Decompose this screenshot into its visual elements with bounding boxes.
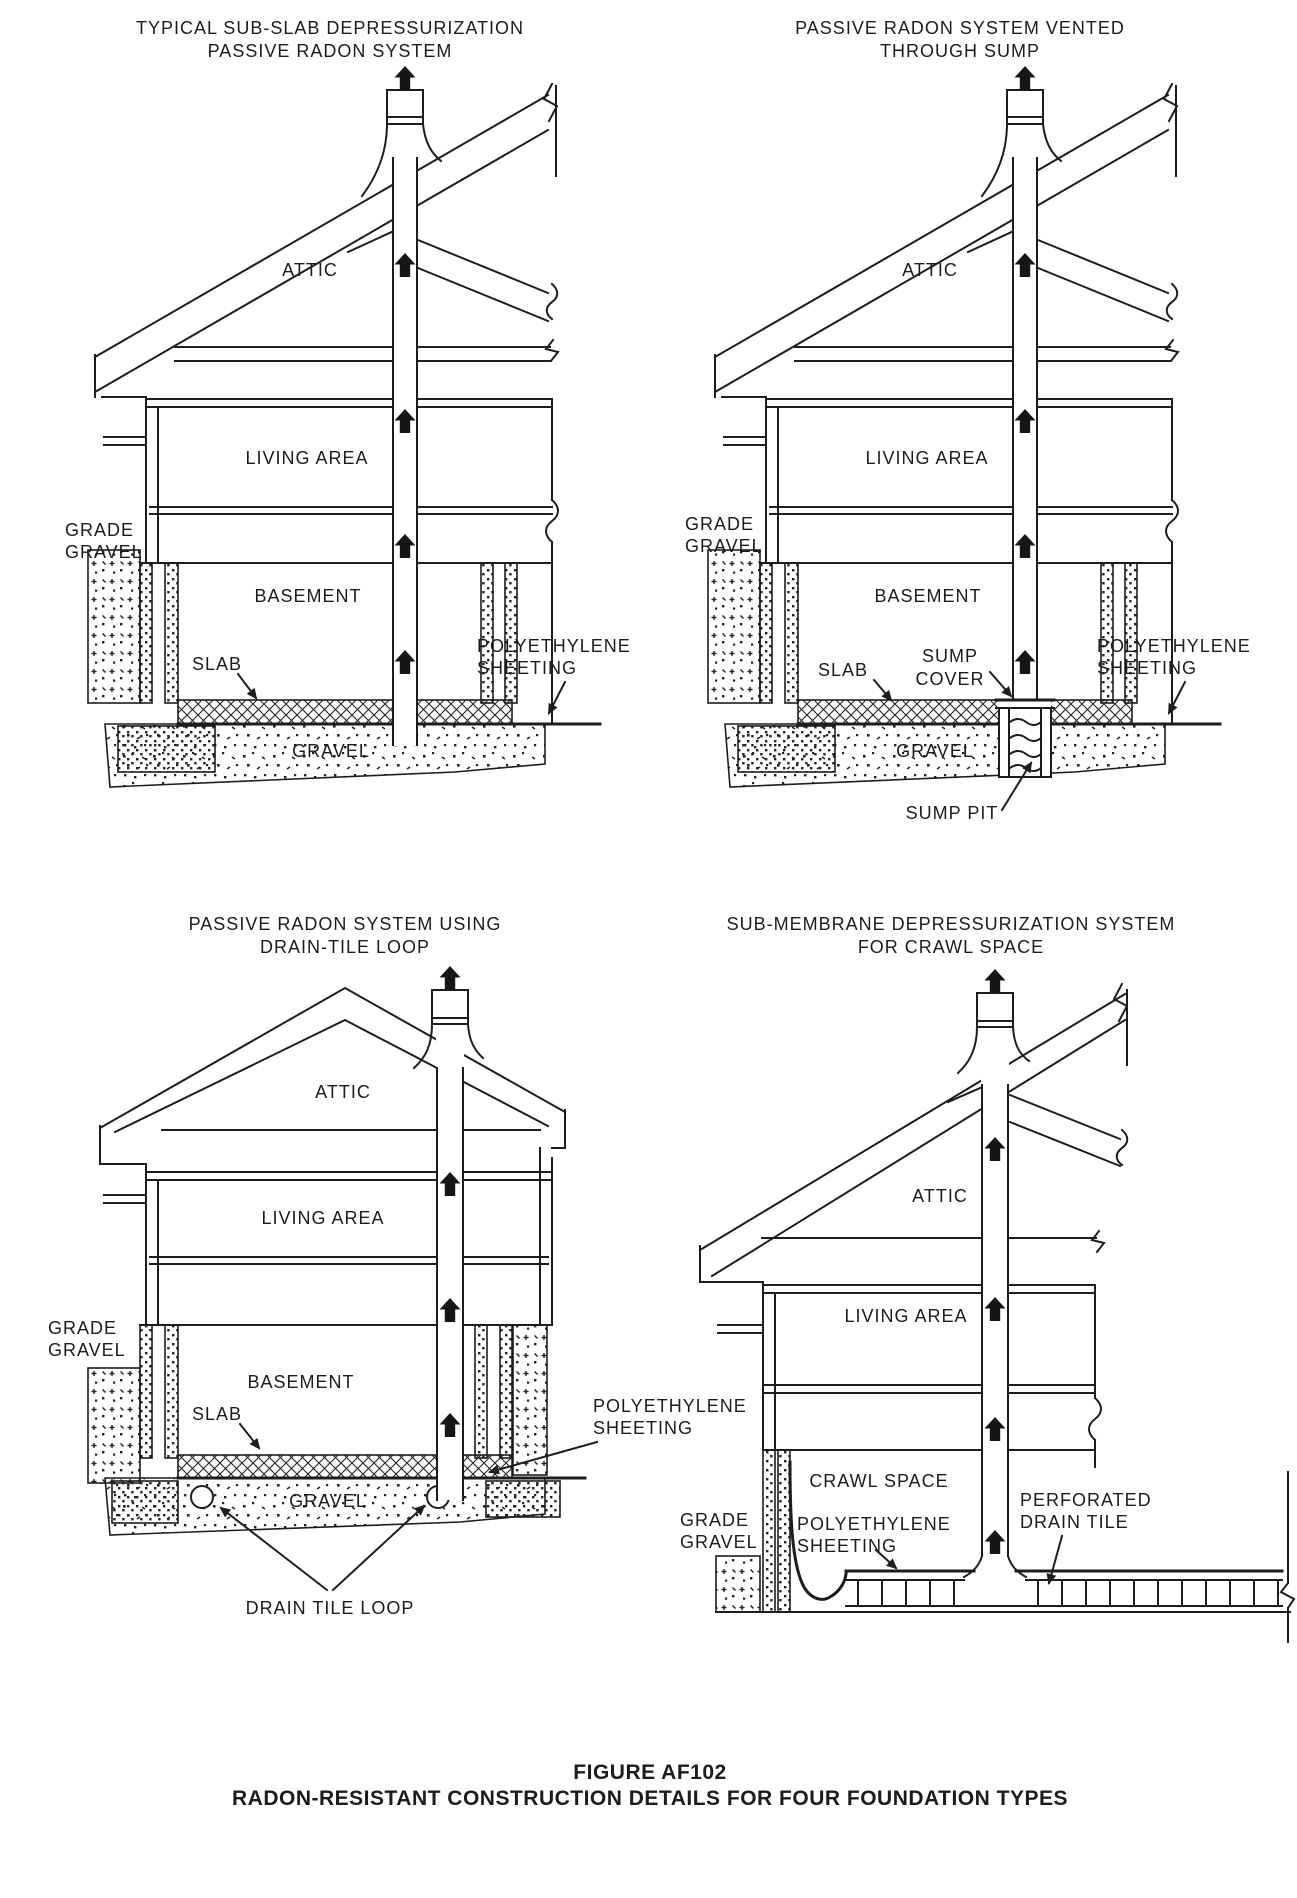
polyethylene-label: POLYETHYLENE — [797, 1514, 951, 1534]
caption-line: FIGURE AF102 — [573, 1761, 727, 1784]
sump-pit — [996, 700, 1054, 777]
polyethylene-label: SHEETING — [1097, 658, 1198, 678]
backfill-gravel — [716, 1556, 760, 1612]
living-floor — [763, 1385, 1095, 1393]
attic-label: ATTIC — [912, 1186, 968, 1206]
sump-cover-label: COVER — [915, 669, 985, 689]
far-roof-slope — [948, 1082, 1127, 1166]
living-ceiling — [763, 1285, 1095, 1293]
polyethylene-label: POLYETHYLENE — [1097, 636, 1251, 656]
drain-tile-loop-label: DRAIN TILE LOOP — [245, 1598, 415, 1618]
house-structure — [88, 66, 600, 787]
caption-line: RADON-RESISTANT CONSTRUCTION DETAILS FOR FOUR FOUNDATION TYPES — [232, 1787, 1068, 1810]
sump-cover-label: SUMP — [921, 646, 979, 666]
grade-gravel-label: GRADE — [680, 1510, 750, 1530]
polyethylene-label: POLYETHYLENE — [477, 636, 631, 656]
slab-label: SLAB — [192, 1404, 243, 1424]
right-wall — [540, 1148, 552, 1325]
airflow-arrow-icon — [985, 969, 1006, 993]
attic-floor — [762, 1231, 1104, 1252]
panel-title: PASSIVE RADON SYSTEM USING — [188, 914, 502, 934]
grade-gravel-label: GRADE — [48, 1318, 118, 1338]
slab-label: SLAB — [192, 654, 243, 674]
grade-gravel-label: GRAVEL — [65, 542, 143, 562]
perforated-drain-tile-label: DRAIN TILE — [1020, 1512, 1129, 1532]
panel-title: PASSIVE RADON SYSTEM VENTED — [795, 18, 1125, 38]
polyethylene-label: SHEETING — [477, 658, 578, 678]
living-area-label: LIVING AREA — [865, 448, 989, 468]
leader-arrow — [238, 674, 256, 698]
living-area-label: LIVING AREA — [261, 1208, 385, 1228]
pipe-into-gravel — [392, 700, 418, 746]
leader-arrow — [1049, 1536, 1062, 1583]
sump-pit-label: SUMP PIT — [905, 803, 999, 823]
panel-title: PASSIVE RADON SYSTEM — [207, 41, 453, 61]
living-area-label: LIVING AREA — [245, 448, 369, 468]
footing — [112, 1481, 178, 1523]
panel-sub-slab — [65, 18, 631, 787]
living-ceiling — [146, 1172, 552, 1180]
gable-roof — [100, 988, 565, 1164]
panel-title: TYPICAL SUB-SLAB DEPRESSURIZATION — [135, 18, 525, 38]
drain-tile-circle — [191, 1486, 213, 1508]
grade-gravel-label: GRAVEL — [680, 1532, 758, 1552]
attic-label: ATTIC — [282, 260, 338, 280]
panel-drain-tile — [48, 914, 750, 1618]
basement-label: BASEMENT — [874, 586, 982, 606]
panel-title: SUB-MEMBRANE DEPRESSURIZATION SYSTEM — [726, 914, 1176, 934]
grade-gravel-label: GRAVEL — [48, 1340, 126, 1360]
left-wall — [104, 1164, 158, 1325]
leader-arrow — [874, 680, 891, 700]
living-area-label: LIVING AREA — [844, 1306, 968, 1326]
leader-arrow — [990, 672, 1011, 696]
left-wall — [718, 1282, 775, 1450]
grade-gravel-label: GRAVEL — [685, 536, 763, 556]
polyethylene-label: POLYETHYLENE — [593, 1396, 747, 1416]
leader-arrow — [240, 1424, 259, 1448]
perforated-drain-tile — [846, 1580, 1282, 1606]
crawl-space-label: CRAWL SPACE — [809, 1471, 949, 1491]
right-wall-cut — [1089, 1285, 1101, 1467]
airflow-arrow-icon — [440, 966, 461, 990]
slab-label: SLAB — [818, 660, 869, 680]
living-floor — [150, 1257, 548, 1264]
attic-label: ATTIC — [315, 1082, 371, 1102]
panel-title: DRAIN-TILE LOOP — [259, 937, 431, 957]
grade-gravel-label: GRADE — [65, 520, 135, 540]
gravel-label: GRAVEL — [896, 741, 974, 761]
figure-caption — [232, 1761, 1068, 1810]
panel-crawl-space — [680, 914, 1294, 1642]
panel-title: THROUGH SUMP — [880, 41, 1040, 61]
gravel-label: GRAVEL — [289, 1491, 367, 1511]
foundation-walls — [763, 1450, 790, 1612]
polyethylene-label: SHEETING — [797, 1536, 898, 1556]
grade-gravel-label: GRADE — [685, 514, 755, 534]
polyethylene-label: SHEETING — [593, 1418, 694, 1438]
footing — [486, 1481, 560, 1517]
gravel-label: GRAVEL — [292, 741, 370, 761]
attic-label: ATTIC — [902, 260, 958, 280]
panel-sump — [685, 18, 1251, 823]
panel-title: FOR CRAWL SPACE — [857, 937, 1045, 957]
perforated-drain-tile-label: PERFORATED — [1020, 1490, 1152, 1510]
basement-label: BASEMENT — [247, 1372, 355, 1392]
basement-label: BASEMENT — [254, 586, 362, 606]
